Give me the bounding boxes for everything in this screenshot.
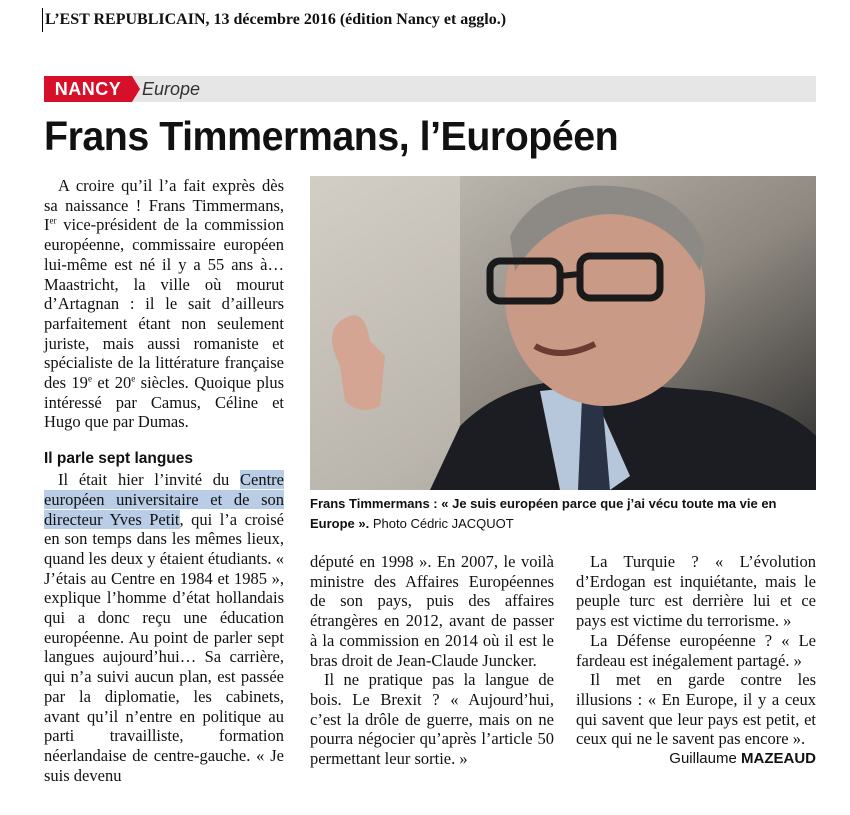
headline: Frans Timmermans, l’Européen: [44, 113, 619, 159]
paragraph: Il ne pratique pas la langue de bois. Le Brexit ? « Aujourd’hui, c’est la drôle de guerre, mais on ne pourra négocier qu’après l’article 50 permettant leur sortie. »: [310, 670, 554, 769]
paragraph: Il était hier l’invité du Centre européen universitaire et de son directeur Yves Petit, qui l’a croisé en son temps dans les mêmes lieux, quand les deux y étaient étudiants. « J’étais au Centre en 1984 et 1985 », explique l’homme d’état hollandais qui a donc reçu une éducation européenne. Au point de parler sept langues aujourd’hui… Sa carrière, qui n’a suivi aucun plan, est passée par la diplomatie, les cabinets, avant qu’il n’entre en politique au parti travailliste, formation néerlandaise de centre-gauche. « Je suis devenu: [44, 470, 284, 785]
author-signature: [576, 750, 816, 767]
photo-caption: [310, 494, 816, 534]
paragraph: Il met en garde contre les illusions : « En Europe, il y a ceux qui savent que leur pays est petit, et ceux qui ne le savent pas encore ».: [576, 670, 816, 749]
city-tag: NANCY: [44, 76, 132, 102]
portrait-photo: [310, 176, 816, 490]
author-last-name: MAZEAUD: [741, 750, 816, 767]
section-label: Europe: [142, 79, 201, 99]
paragraph: La Défense européenne ? « Le fardeau est inégalement partagé. »: [576, 630, 816, 670]
caption-quote: « Je suis européen parce que j’ai vécu toute ma vie en Europe ».: [310, 496, 777, 531]
author-first-name: Guillaume: [669, 750, 737, 767]
subheading: Il parle sept langues: [44, 450, 194, 468]
paragraph: A croire qu’il l’a fait exprès dès sa naissance ! Frans Timmermans, Ier vice-président de la commission européenne, commissaire européen lui-même est né il y a 55 ans à… Maastricht, la ville où mourut d’Artagnan : il le sait d’ailleurs parfaitement étant non seulement juriste, mais aussi romaniste et spécialiste de la littérature française des 19e et 20e siècles. Quoique plus intéressé par Camus, Céline et Hugo que par Dumas.: [44, 176, 284, 432]
portrait-illustration: [310, 176, 816, 490]
article-column-2: [310, 552, 554, 769]
article-column-1: [44, 176, 284, 785]
paragraph: député en 1998 ». En 2007, le voilà ministre des Affaires Européennes de son pays, puis des affaires étrangères en 2012, avant de passer à la commission en 2014 où il est le bras droit de Jean-Claude Juncker.: [310, 552, 554, 670]
caption-subject: Frans Timmermans :: [310, 496, 438, 511]
rubric-bar: [44, 76, 816, 102]
paragraph: La Turquie ? « L’évolution d’Erdogan est inquiétante, mais le peuple turc est derrière lui et ce pays est victime du terrorisme. »: [576, 552, 816, 631]
photo-credit: Photo Cédric JACQUOT: [369, 516, 514, 531]
article-column-3: [576, 552, 816, 749]
highlighted-text[interactable]: Centre européen universitaire et de son directeur Yves Petit: [44, 470, 284, 529]
masthead: L’EST REPUBLICAIN, 13 décembre 2016 (édition Nancy et agglo.): [42, 8, 605, 32]
